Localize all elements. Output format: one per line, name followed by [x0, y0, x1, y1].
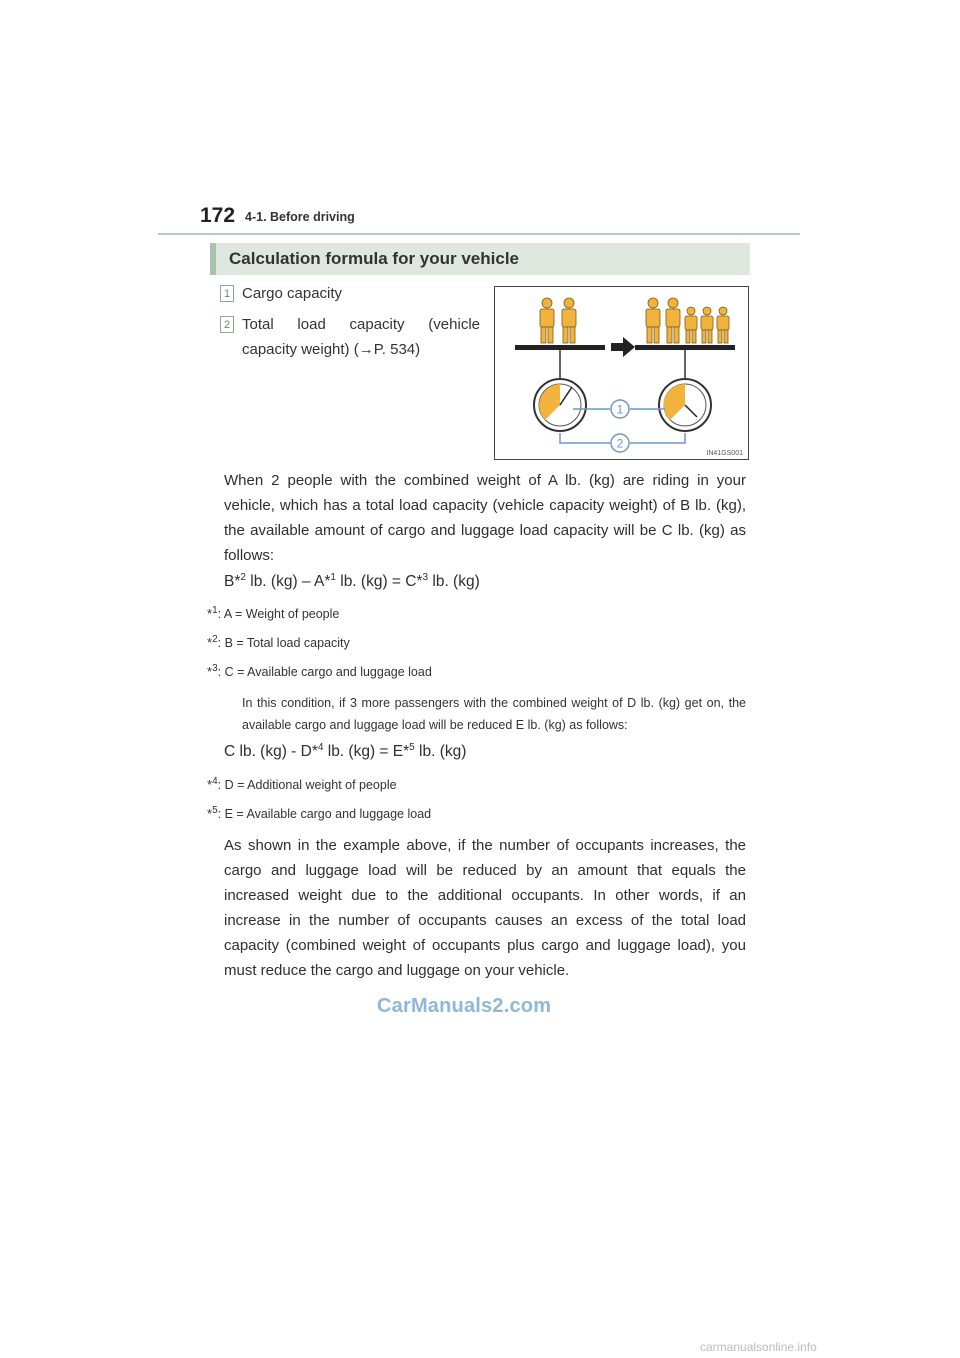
person-icon — [701, 307, 713, 343]
person-icon — [646, 298, 660, 343]
figure-code: IN41GS001 — [706, 450, 743, 457]
footnote-1: *$^1$: A = Weight of people — [207, 605, 340, 622]
right-gauge-icon — [659, 379, 711, 431]
body-paragraph-2: As shown in the example above, if the number of occupants increases, the cargo and luggage load will be reduced by an amount that equals the increased weight due to the additional occupants. In other words, if an increase in the number of occupants causes an excess of the total load capacity (combined weight of occupants plus cargo and luggage load), you must reduce the cargo and luggage on your vehicle. — [224, 837, 746, 979]
right-platform — [635, 345, 735, 350]
footnote-2: *$^2$: B = Total load capacity — [207, 634, 350, 651]
condition-note: In this condition, if 3 more passengers with the combined weight of D lb. (kg) get on, the available cargo and luggage load will be reduced E lb. (kg) as follows: — [242, 696, 746, 732]
callout-text-total-line1: Total load capacity (vehicle — [242, 316, 480, 333]
callout-badge-2: 2 — [220, 316, 234, 333]
header-rule — [158, 233, 800, 235]
load-capacity-illustration — [495, 287, 748, 459]
body-paragraph-1: When 2 people with the combined weight of A lb. (kg) are riding in your vehicle, which has a total load capacity (vehicle capacity weight) of B lb. (kg), the available amount of cargo and luggage load capacity will be C lb. (kg) as follows: — [224, 472, 746, 564]
figure-label-1: 1 — [616, 402, 624, 417]
callout-text-cargo: Cargo capacity — [242, 285, 343, 302]
person-icon — [562, 298, 576, 343]
person-icon — [717, 307, 729, 343]
footer-watermark: carmanualsonline.info — [700, 1340, 817, 1354]
load-capacity-figure — [494, 286, 749, 460]
callout-badge-1: 1 — [220, 285, 234, 302]
watermark: CarManuals2.com — [377, 995, 552, 1017]
section-title: Calculation formula for your vehicle — [229, 249, 520, 268]
arrow-right-icon — [611, 337, 635, 357]
page-number: 172 — [200, 204, 236, 227]
footnote-4: *$^4$: D = Additional weight of people — [207, 776, 397, 793]
formula-1: B*$^2$ lb. (kg) – A*$^1$ lb. (kg) = C*$^3$ lb. (kg) — [224, 572, 480, 591]
footnote-3: *$^3$: C = Available cargo and luggage load — [207, 663, 432, 680]
formula-2: C lb. (kg) - D*$^4$ lb. (kg) = E*$^5$ lb. (kg) — [224, 742, 467, 761]
callout-text-total-line2: capacity weight) (→P. 534) — [242, 341, 421, 358]
footnote-5: *$^5$: E = Available cargo and luggage load — [207, 805, 432, 822]
chapter-title: 4-1. Before driving — [245, 210, 355, 224]
left-gauge-icon — [534, 379, 586, 431]
left-platform — [515, 345, 605, 350]
person-icon — [666, 298, 680, 343]
person-icon — [685, 307, 697, 343]
person-icon — [540, 298, 554, 343]
section-heading — [210, 243, 750, 275]
figure-label-2: 2 — [616, 436, 624, 451]
